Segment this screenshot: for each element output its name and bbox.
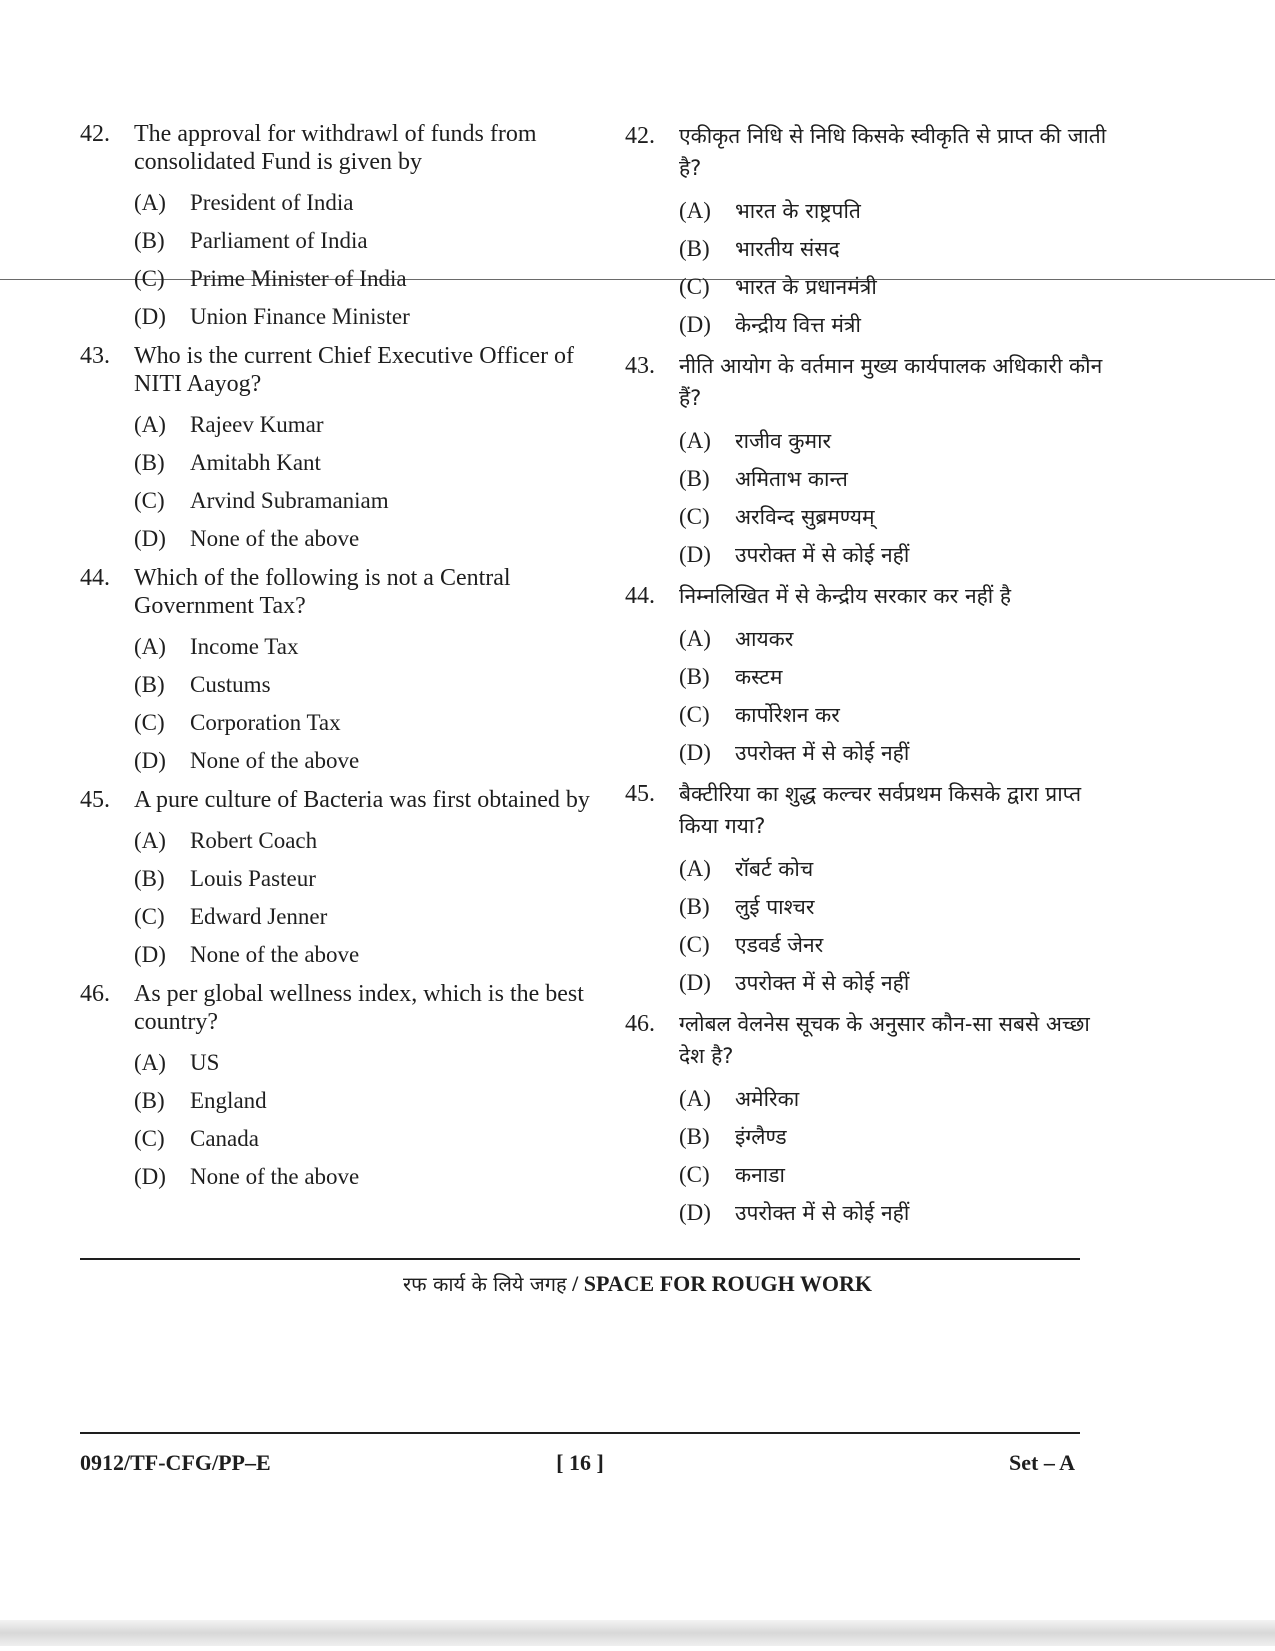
option-text: एडवर्ड जेनर — [735, 933, 824, 957]
options-list — [134, 1044, 610, 1196]
option — [679, 1156, 1115, 1194]
option — [134, 298, 610, 336]
question-hi-42 — [625, 120, 1115, 344]
option-text: US — [190, 1050, 220, 1075]
options-list — [679, 850, 1115, 1002]
question-text: ग्लोबल वेलनेस सूचक के अनुसार कौन-सा सबसे अच्छा देश है? — [679, 1012, 1090, 1068]
option-text: उपरोक्त में से कोई नहीं — [735, 741, 910, 765]
question-hi-43 — [625, 350, 1115, 574]
option-label: (A) — [134, 1050, 166, 1075]
rough-work-heading — [0, 1270, 1275, 1297]
option — [679, 1080, 1115, 1118]
option-label: (A) — [679, 856, 711, 881]
option — [679, 268, 1115, 306]
option-text: None of the above — [190, 526, 360, 551]
question-number: 46. — [80, 981, 110, 1007]
question-text: The approval for withdrawl of funds from consolidated Fund is given by — [134, 121, 537, 175]
question-en-46 — [80, 980, 610, 1196]
options-list — [134, 628, 610, 780]
option-label: (B) — [679, 236, 710, 261]
option-label: (C) — [679, 504, 710, 529]
option-text: कार्पोरेशन कर — [735, 703, 840, 727]
option — [134, 444, 610, 482]
question-number: 45. — [625, 781, 655, 807]
option-label: (B) — [679, 1124, 710, 1149]
option-label: (C) — [134, 904, 165, 929]
option-label: (A) — [134, 828, 166, 853]
option-text: भारत के राष्ट्रपति — [735, 199, 861, 223]
option-label: (D) — [134, 526, 166, 551]
paper-code: 0912/TF-CFG/PP–E — [80, 1450, 271, 1475]
option — [134, 742, 610, 780]
option-text: Income Tax — [190, 634, 299, 659]
question-hi-45 — [625, 778, 1115, 1002]
question-number: 42. — [80, 121, 110, 147]
option — [679, 1118, 1115, 1156]
option-text: England — [190, 1088, 267, 1113]
option-text: Louis Pasteur — [190, 866, 316, 891]
option — [134, 482, 610, 520]
option — [679, 536, 1115, 574]
option — [134, 184, 610, 222]
option — [134, 1044, 610, 1082]
option — [134, 860, 610, 898]
question-text: बैक्टीरिया का शुद्ध कल्चर सर्वप्रथम किसके द्वारा प्राप्त किया गया? — [679, 782, 1082, 838]
option-label: (D) — [134, 1164, 166, 1189]
question-en-43 — [80, 342, 610, 558]
option-label: (B) — [134, 228, 165, 253]
option-label: (A) — [134, 634, 166, 659]
option-text: इंग्लैण्ड — [735, 1125, 787, 1149]
options-list — [679, 620, 1115, 772]
question-text: एकीकृत निधि से निधि किसके स्वीकृति से प्राप्त की जाती है? — [679, 124, 1107, 180]
options-list — [134, 822, 610, 974]
option-label: (C) — [134, 710, 165, 735]
rough-work-heading-hindi: रफ कार्य के लिये जगह — [403, 1272, 567, 1296]
option-text: Parliament of India — [190, 228, 368, 253]
question-hi-46 — [625, 1008, 1115, 1232]
option-label: (B) — [134, 866, 165, 891]
question-text: Which of the following is not a Central Government Tax? — [134, 565, 511, 619]
option-label: (B) — [134, 1088, 165, 1113]
question-number: 43. — [80, 343, 110, 369]
option-text: None of the above — [190, 748, 360, 773]
option — [679, 1194, 1115, 1232]
option-label: (C) — [134, 488, 165, 513]
option-text: Corporation Tax — [190, 710, 341, 735]
option — [679, 192, 1115, 230]
option-label: (C) — [679, 932, 710, 957]
footer-rule — [80, 1432, 1080, 1434]
option-label: (D) — [134, 942, 166, 967]
option-text: अमिताभ कान्त — [735, 467, 848, 491]
option-label: (D) — [679, 740, 711, 765]
option — [134, 628, 610, 666]
option-text: Arvind Subramaniam — [190, 488, 389, 513]
option-text: राजीव कुमार — [735, 429, 832, 453]
option — [134, 1158, 610, 1196]
option-label: (C) — [679, 274, 710, 299]
question-number: 46. — [625, 1011, 655, 1037]
option-text: उपरोक्त में से कोई नहीं — [735, 1201, 910, 1225]
option-label: (A) — [679, 626, 711, 651]
option — [134, 406, 610, 444]
question-number: 44. — [625, 583, 655, 609]
option — [134, 704, 610, 742]
question-text: A pure culture of Bacteria was first obtained by — [134, 787, 590, 813]
option-text: Edward Jenner — [190, 904, 328, 929]
hindi-column — [625, 120, 1115, 1238]
option-text: रॉबर्ट कोच — [735, 857, 814, 881]
option-text: कस्टम — [735, 665, 783, 689]
option-text: Amitabh Kant — [190, 450, 321, 475]
question-number: 45. — [80, 787, 110, 813]
option — [679, 422, 1115, 460]
option-label: (D) — [679, 970, 711, 995]
option-text: Custums — [190, 672, 271, 697]
option — [134, 1082, 610, 1120]
english-column — [80, 120, 610, 1202]
option-label: (C) — [134, 266, 165, 291]
option-label: (B) — [679, 894, 710, 919]
options-list — [679, 192, 1115, 344]
option — [679, 926, 1115, 964]
option-text: Union Finance Minister — [190, 304, 410, 329]
option — [134, 1120, 610, 1158]
option-label: (A) — [134, 190, 166, 215]
option — [134, 222, 610, 260]
option — [679, 498, 1115, 536]
option-text: भारत के प्रधानमंत्री — [735, 275, 877, 299]
option — [679, 658, 1115, 696]
option — [679, 734, 1115, 772]
option-text: लुई पाश्चर — [735, 895, 815, 919]
question-en-42 — [80, 120, 610, 336]
option — [679, 964, 1115, 1002]
option-text: कनाडा — [735, 1163, 785, 1187]
question-text: As per global wellness index, which is the best country? — [134, 981, 584, 1035]
option-label: (A) — [679, 428, 711, 453]
option-label: (B) — [679, 466, 710, 491]
question-en-45 — [80, 786, 610, 974]
question-hi-44 — [625, 580, 1115, 772]
option-label: (D) — [679, 542, 711, 567]
option — [134, 898, 610, 936]
option-text: President of India — [190, 190, 354, 215]
question-en-44 — [80, 564, 610, 780]
option — [679, 230, 1115, 268]
option-label: (A) — [679, 198, 711, 223]
options-list — [679, 1080, 1115, 1232]
set-label: Set – A — [1009, 1450, 1075, 1475]
option-text: Prime Minister of India — [190, 266, 407, 291]
option-text: भारतीय संसद — [735, 237, 840, 261]
option-text: उपरोक्त में से कोई नहीं — [735, 971, 910, 995]
option — [679, 888, 1115, 926]
option-label: (B) — [134, 450, 165, 475]
option-text: Rajeev Kumar — [190, 412, 324, 437]
option-label: (B) — [679, 664, 710, 689]
rough-work-top-rule — [80, 1258, 1080, 1260]
question-number: 42. — [625, 123, 655, 149]
option-label: (A) — [134, 412, 166, 437]
option — [134, 520, 610, 558]
option-text: आयकर — [735, 627, 794, 651]
question-text: Who is the current Chief Executive Officer of NITI Aayog? — [134, 343, 575, 397]
option-label: (C) — [134, 1126, 165, 1151]
option — [679, 460, 1115, 498]
question-number: 43. — [625, 353, 655, 379]
option-label: (D) — [679, 312, 711, 337]
option — [679, 306, 1115, 344]
option-text: अरविन्द सुब्रमण्यम् — [735, 505, 875, 529]
options-list — [134, 184, 610, 336]
option-text: अमेरिका — [735, 1087, 800, 1111]
page-number: [ 16 ] — [556, 1450, 604, 1475]
option — [134, 936, 610, 974]
option-label: (C) — [679, 702, 710, 727]
option — [679, 850, 1115, 888]
question-text: नीति आयोग के वर्तमान मुख्य कार्यपालक अधिकारी कौन हैं? — [679, 354, 1103, 410]
option — [679, 620, 1115, 658]
option-text: केन्द्रीय वित्त मंत्री — [735, 313, 861, 337]
rough-work-heading-english: SPACE FOR ROUGH WORK — [583, 1271, 872, 1296]
option — [134, 822, 610, 860]
option — [134, 260, 610, 298]
options-list — [679, 422, 1115, 574]
option-text: Canada — [190, 1126, 259, 1151]
option-label: (B) — [134, 672, 165, 697]
question-text: निम्नलिखित में से केन्द्रीय सरकार कर नहीं है — [679, 584, 1012, 608]
option-text: उपरोक्त में से कोई नहीं — [735, 543, 910, 567]
option-label: (D) — [134, 748, 166, 773]
rough-work-heading-separator: / — [566, 1271, 584, 1296]
option — [679, 696, 1115, 734]
scan-bottom-band — [0, 1620, 1275, 1646]
option-label: (A) — [679, 1086, 711, 1111]
option-label: (D) — [134, 304, 166, 329]
option-text: None of the above — [190, 942, 360, 967]
option-text: None of the above — [190, 1164, 360, 1189]
option — [134, 666, 610, 704]
option-label: (C) — [679, 1162, 710, 1187]
options-list — [134, 406, 610, 558]
question-number: 44. — [80, 565, 110, 591]
option-text: Robert Coach — [190, 828, 318, 853]
option-label: (D) — [679, 1200, 711, 1225]
